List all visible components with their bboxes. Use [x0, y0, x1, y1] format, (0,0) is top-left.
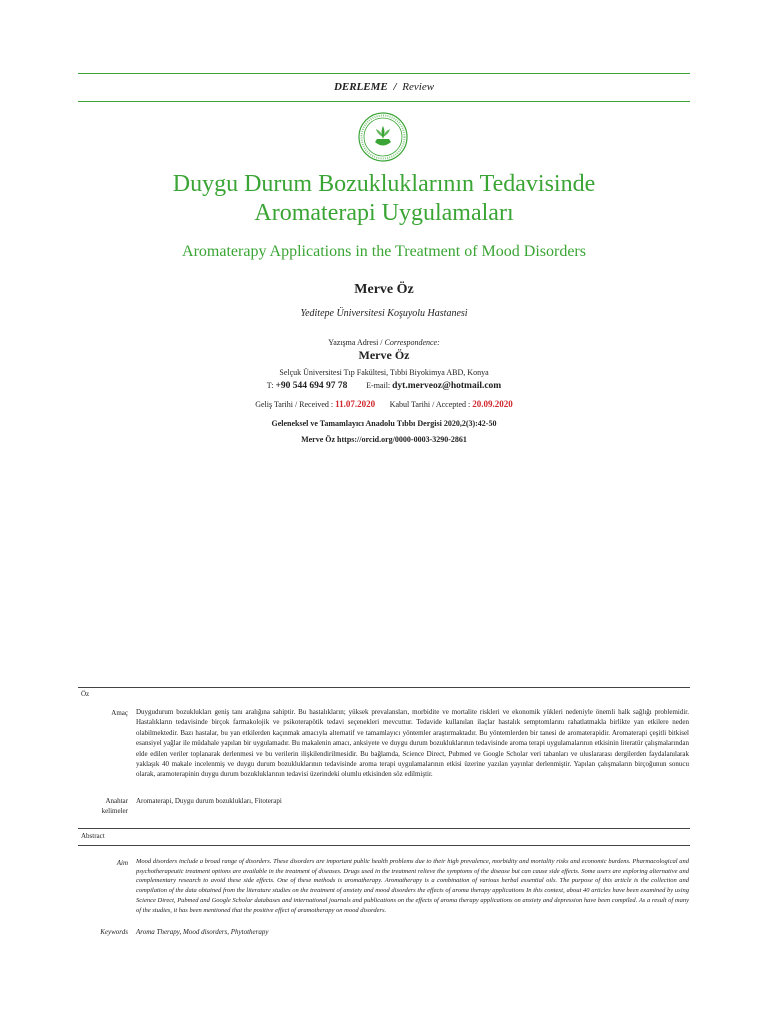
email-address[interactable]: dyt.merveoz@hotmail.com	[392, 381, 502, 391]
oz-keywords-label-1: Anahtar	[105, 797, 128, 805]
correspondence-name: Merve Öz	[358, 348, 410, 362]
correspondence-address: Selçuk Üniversitesi Tıp Fakültesi, Tıbbi Biyokimya ABD, Konya	[279, 368, 489, 377]
oz-aim-text: Duygudurum bozuklukları geniş tanı aralığına sahiptir. Bu hastalıkların; yüksek prevalansları, morbidite ve mortalite riskleri ve ekonomik yükleri nedeniyle önemli halk sağlığı problemidir. Hastalıkların tedavisinde birçok farmakolojik ve psikoterapötik tedavi seçenekleri mevcuttur. Tedavide kullanılan ilaçlar hastalık semptomlarını rahatlatmakla birlikte yan etkilere neden olabilmektedir. Bazı hastalar, bu yan etkilerden kaçınmak amacıyla alternatif ve tamamlayıcı yöntemler araştırmaktadır. Bu yöntemlerden bir tanesi de aromaterapidir. Aromaterapi çeşitli bitkisel esansiyel yağlar ile müdahale yapılan bir uygulamadır. Bu makalenin amacı, anksiyete ve duygu durum bozukluklarının tedavisinde aroma terapi uygulamalarının etkisinin literatür çalışmalarından elde edilen veriler toplanarak derlenmesi ve bu verilerin ilişkilendirilmesidir. Bu bağlamda, Science Direct, Pubmed ve Google Scholar veri tabanları ve uluslararası dergilerden faydalanılarak yaklaşık 40 makale incelenmiş ve duygu durum bozukluklarının tedavisinde aroma terapi uygulamalarının etkisi üzerine yazılan yayınlar derlenmiştir. Yapılan çalışmaların birçoğunun sonucu olarak, aramoterapinin duygu durum bozukluklarının tedavisi üzerindeki olumlu etkisinden söz edilmiştir.	[136, 708, 689, 779]
article-dates	[78, 399, 690, 409]
oz-keywords: Aromaterapi, Duygu durum bozuklukları, Fitoterapi	[136, 797, 282, 805]
article-type-tr: DERLEME	[333, 81, 388, 93]
journal-citation: Geleneksel ve Tamamlayıcı Anadolu Tıbbı Dergisi 2020,2(3):42-50	[271, 419, 497, 428]
top-rule	[78, 73, 690, 74]
header-rule	[78, 101, 690, 102]
orcid-link[interactable]: Merve Öz https://orcid.org/0000-0003-3290-2861	[301, 435, 467, 444]
abstract-keywords: Aroma Therapy, Mood disorders, Phytotherapy	[136, 928, 269, 936]
title-line-2: Aromaterapi Uygulamaları	[254, 200, 514, 226]
journal-seal-icon	[358, 112, 408, 162]
abstract-section-label: Abstract	[81, 832, 105, 840]
correspondence-contact	[78, 381, 690, 391]
received-date: 11.07.2020	[335, 399, 376, 409]
oz-aim-label: Amaç	[111, 709, 128, 717]
correspondence-label	[78, 338, 690, 347]
oz-top-rule	[78, 687, 690, 688]
email-label: E-mail:	[366, 381, 393, 390]
accepted-label: Kabul Tarihi / Accepted :	[389, 400, 473, 409]
oz-section-label: Öz	[81, 690, 90, 698]
author-name: Merve Öz	[354, 282, 414, 297]
abstract-top-rule	[78, 828, 690, 829]
accepted-date: 20.09.2020	[472, 399, 513, 409]
article-title-en: Aromaterapy Applications in the Treatment of Mood Disorders	[182, 243, 586, 260]
title-line-1: Duygu Durum Bozukluklarının Tedavisinde	[172, 171, 596, 197]
article-type-en: Review	[402, 81, 435, 93]
tel-label: T:	[266, 381, 276, 390]
abstract-aim-text: Mood disorders include a broad range of disorders. These disorders are important public health problems due to their high prevalence, morbidity and mortality risks and economic burdens. Pharmacological and psychotherapeutic treatment options are available in the treatment of diseases. Drugs used in the treatment relieve the symptoms of the disease but can cause side effects. Some users are exploring alternative and complementary research to avoid these side effects. One of these methods is aromatherapy. Aromatherapy is a combination of various herbal essential oils. The purpose of this article is the collection and compilation of the data obtained from the literature studies on the treatment of anxiety and mood disorders the effects of aroma therapy applications In this context, about 40 articles have been examined by using Science Direct, Pubmed and Google Scholar databases and international journals and publications on the effects of aroma therapy applications on anxiety and depression have been compiled. As a result of many of the studies, it has been mentioned that the positive effect of aramotherapy on mood disorders.	[136, 858, 689, 914]
abstract-aim-label: Aim	[116, 859, 128, 867]
abstract-header-rule	[78, 845, 690, 846]
abstract-keywords-label: Keywords	[100, 928, 128, 936]
tel-number: +90 544 694 97 78	[275, 381, 348, 391]
oz-keywords-label-2: kelimeler	[101, 807, 128, 815]
oz-keywords-label	[80, 796, 128, 816]
header-separator: /	[393, 81, 397, 93]
correspondence-label-tr: Yazışma Adresi /	[328, 338, 385, 347]
author-affiliation: Yeditepe Üniversitesi Koşuyolu Hastanesi	[300, 308, 468, 319]
article-type-header	[78, 81, 690, 93]
correspondence-label-en: Correspondence:	[384, 338, 440, 347]
article-title-tr	[78, 170, 690, 228]
received-label: Geliş Tarihi / Received :	[255, 400, 336, 409]
